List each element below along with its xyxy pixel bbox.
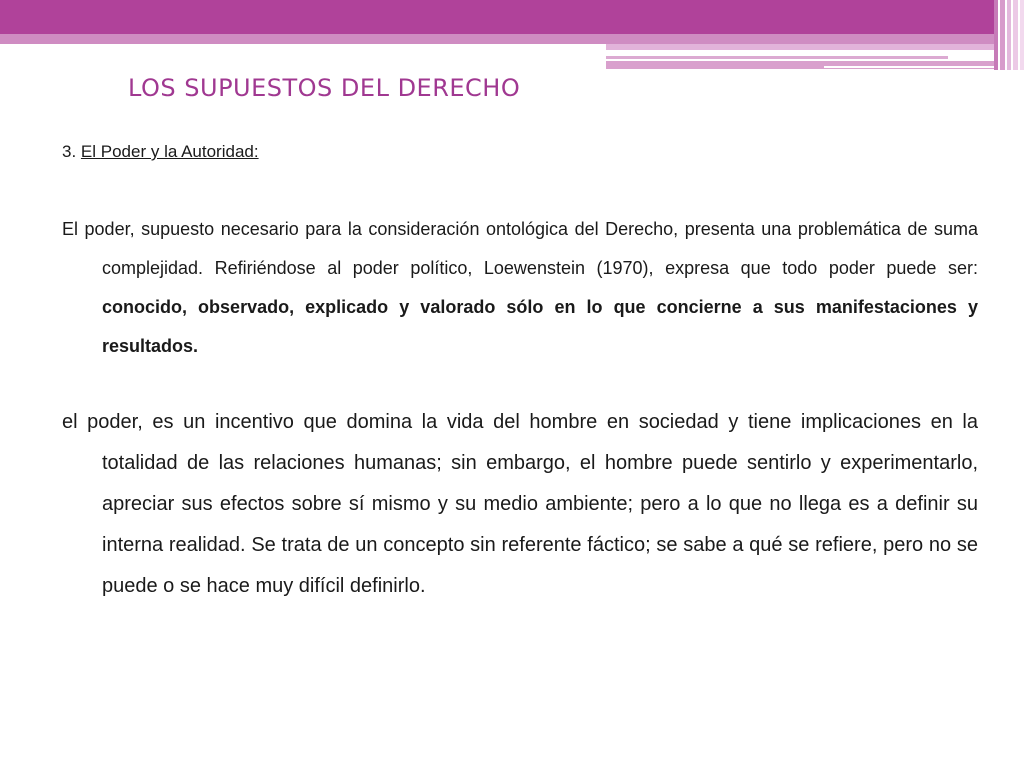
paragraph-poder-text: El poder, supuesto necesario para la consideración ontológica del Derecho, presenta una problemática de suma complejidad. Refiriéndose al poder político, Loewenstein (1970), expresa que todo poder puede ser: — [62, 219, 978, 278]
section-heading — [62, 142, 259, 162]
paragraph-incentivo: el poder, es un incentivo que domina la vida del hombre en sociedad y tiene implicaciones en la totalidad de las relaciones humanas; sin embargo, el hombre puede sentirlo y experimentarlo, apreciar sus efectos sobre sí mismo y su medio ambiente; pero a lo que no llega es a definir su interna realidad. Se trata de un concepto sin referente fáctico; se sabe a qué se refiere, pero no se puede o se hace muy difícil definirlo. — [62, 411, 978, 597]
header-vertical-stripes — [994, 0, 1024, 70]
header-band-line — [824, 66, 1000, 68]
section-label: El Poder y la Autoridad: — [80, 142, 259, 161]
header-band-light-2 — [606, 44, 1000, 50]
header-band-gap — [0, 44, 606, 50]
header-band-main — [0, 0, 1024, 34]
paragraph-poder — [62, 210, 978, 366]
header-band-light-3 — [606, 56, 948, 59]
section-number: 3. — [62, 142, 77, 161]
slide-title: LOS SUPUESTOS DEL DERECHO — [128, 74, 521, 102]
paragraph-poder-bold: conocido, observado, explicado y valorado sólo en lo que concierne a sus manifestaciones y resultados. — [102, 297, 978, 356]
header-band-light — [0, 34, 1000, 44]
